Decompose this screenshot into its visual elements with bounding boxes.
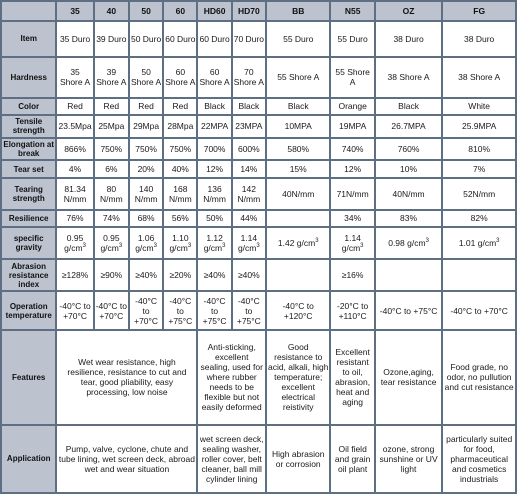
table-cell: Wet wear resistance, high resilience, resistance to cut and tear, good pliability, easy processing, low noise	[57, 331, 196, 424]
gravity-unit: g/cm	[296, 238, 316, 249]
table-cell: Black	[198, 99, 230, 114]
table-cell: Black	[267, 99, 330, 114]
table-cell: 44%	[233, 211, 265, 226]
table-cell: 740%	[331, 139, 373, 160]
gravity-unit-exp: 3	[118, 243, 123, 250]
table-cell: 52N/mm	[443, 179, 515, 209]
table-cell: 26.7MPA	[376, 116, 442, 137]
row-color	[2, 99, 515, 114]
table-cell	[376, 260, 442, 290]
table-cell: ≥40%	[233, 260, 265, 290]
table-cell: -20°C to +110°C	[331, 292, 373, 329]
table-cell: -40°C to +70°C	[95, 292, 128, 329]
table-cell: Good resistance to acid, alkali, high temperature; excellent electrical reistivity	[267, 331, 330, 424]
table-cell: 38 Shore A	[376, 58, 442, 97]
table-cell: 74%	[95, 211, 128, 226]
gravity-unit: g/cm	[203, 243, 223, 254]
row-gravity	[2, 228, 515, 258]
table-cell: 22MPA	[198, 116, 230, 137]
row-tearing	[2, 179, 515, 209]
table-cell: 38 Duro	[443, 22, 515, 56]
gravity-unit: g/cm	[341, 243, 361, 254]
column-header: HD60	[198, 2, 230, 20]
column-header: OZ	[376, 2, 442, 20]
table-cell: ≥128%	[57, 260, 92, 290]
table-cell: 81.34 N/mm	[57, 179, 92, 209]
table-cell: 29Mpa	[130, 116, 162, 137]
table-cell: ≥20%	[164, 260, 196, 290]
row-label: Operation temperature	[2, 292, 55, 329]
row-tensile	[2, 116, 515, 137]
table-cell: -40°C to +75°C	[198, 292, 230, 329]
table-cell: Orange	[331, 99, 373, 114]
gravity-unit-exp: 3	[496, 238, 500, 245]
table-cell: 76%	[57, 211, 92, 226]
table-cell: 750%	[130, 139, 162, 160]
table-cell: 55 Duro	[267, 22, 330, 56]
gravity-unit-exp: 3	[153, 243, 157, 250]
table-cell: 82%	[443, 211, 515, 226]
gravity-value: 0.95	[103, 233, 120, 244]
row-hardness	[2, 58, 515, 97]
table-cell: 38 Duro	[376, 22, 442, 56]
table-cell: 83%	[376, 211, 442, 226]
table-cell: 55 Duro	[331, 22, 373, 56]
table-cell: 25Mpa	[95, 116, 128, 137]
table-cell: 80 N/mm	[95, 179, 128, 209]
table-cell: -40°C to +75°C	[376, 292, 442, 329]
row-temperature	[2, 292, 515, 329]
table-cell: 600%	[233, 139, 265, 160]
gravity-value: 1.10	[172, 233, 189, 244]
table-cell: 39 Duro	[95, 22, 128, 56]
gravity-value: 0.95	[66, 233, 84, 244]
table-cell: 35 Duro	[57, 22, 92, 56]
table-cell: 12%	[198, 161, 230, 176]
table-cell: Pump, valve, cyclone, chute and tube lining, wet screen deck, abroad wet and wear situation	[57, 426, 196, 492]
column-header: 40	[95, 2, 128, 20]
table-cell: -40°C to +75°C	[233, 292, 265, 329]
gravity-unit-exp: 3	[187, 243, 192, 250]
row-abrasion	[2, 260, 515, 290]
table-cell: -40°C to +70°C	[130, 292, 162, 329]
gravity-unit: g/cm	[169, 243, 188, 254]
table-cell: White	[443, 99, 515, 114]
row-elongation	[2, 139, 515, 160]
table-cell: 760%	[376, 139, 442, 160]
row-label: Item	[2, 22, 55, 56]
table-cell: 168 N/mm	[164, 179, 196, 209]
table-cell	[267, 228, 330, 258]
table-cell: 136 N/mm	[198, 179, 230, 209]
table-cell: High abrasion or corrosion	[267, 426, 330, 492]
gravity-unit-exp: 3	[256, 243, 260, 250]
table-cell	[164, 228, 196, 258]
table-cell: 6%	[95, 161, 128, 176]
table-cell: 20%	[130, 161, 162, 176]
gravity-value: 1.14	[344, 233, 361, 244]
gravity-unit: g/cm	[135, 243, 154, 254]
table-cell	[376, 228, 442, 258]
table-cell: ≥40%	[130, 260, 162, 290]
row-features	[2, 331, 515, 424]
table-cell: 866%	[57, 139, 92, 160]
row-label: Resilience	[2, 211, 55, 226]
table-cell: 71N/mm	[331, 179, 373, 209]
gravity-value: 0.98	[388, 238, 405, 249]
table-cell	[198, 228, 230, 258]
column-header: 35	[57, 2, 92, 20]
table-cell: 19MPA	[331, 116, 373, 137]
table-cell: -40°C to +70°C	[57, 292, 92, 329]
table-cell: 23.5Mpa	[57, 116, 92, 137]
table-cell: 60 Shore A	[198, 58, 230, 97]
table-cell: 750%	[95, 139, 128, 160]
table-cell: 70 Shore A	[233, 58, 265, 97]
table-cell: Excellent resistant to oil, abrasion, heat and aging	[331, 331, 373, 424]
table-cell: 60 Duro	[198, 22, 230, 56]
row-label: Elongation at break	[3, 140, 55, 159]
table-cell: Black	[233, 99, 265, 114]
table-cell: 23MPA	[233, 116, 265, 137]
table-cell: Food grade, no odor, no pullution and cut resistance	[443, 331, 515, 424]
table-cell: -40°C to +70°C	[443, 292, 515, 329]
table-cell: ≥16%	[331, 260, 373, 290]
gravity-value: 1.06	[137, 233, 155, 244]
row-application	[2, 426, 515, 492]
table-cell: 68%	[130, 211, 162, 226]
gravity-unit: g/cm	[237, 243, 257, 254]
gravity-unit-exp: 3	[222, 243, 226, 250]
column-header: FG	[443, 2, 515, 20]
table-cell: ozone, strong sunshine or UV light	[376, 426, 442, 492]
table-cell: 28Mpa	[164, 116, 196, 137]
gravity-unit-exp: 3	[425, 238, 429, 245]
table-cell: -40°C to +75°C	[164, 292, 196, 329]
table-cell: ≥40%	[198, 260, 230, 290]
table-cell: 38 Shore A	[443, 58, 515, 97]
table-cell	[130, 228, 162, 258]
row-label: Tensile strength	[2, 116, 55, 137]
table-cell: 55 Shore A	[331, 58, 373, 97]
table-cell: Red	[95, 99, 128, 114]
table-cell	[57, 228, 92, 258]
table-cell	[443, 260, 515, 290]
row-label: Features	[2, 331, 55, 424]
gravity-unit: g/cm	[100, 243, 119, 254]
column-header: HD70	[233, 2, 265, 20]
row-tear-set	[2, 161, 515, 176]
table-cell: 12%	[331, 161, 373, 176]
table-cell	[267, 211, 330, 226]
row-label: Tear set	[2, 161, 55, 176]
table-cell: 39 Shore A	[95, 58, 128, 97]
column-header: 60	[164, 2, 196, 20]
table-cell: 40%	[164, 161, 196, 176]
table-cell	[233, 228, 265, 258]
row-label: Abrasion resistance index	[2, 260, 55, 290]
gravity-unit-exp: 3	[82, 243, 86, 250]
table-cell: ≥90%	[95, 260, 128, 290]
table-cell: 60 Shore A	[164, 58, 196, 97]
table-cell: 4%	[57, 161, 92, 176]
row-label: Tearing strength	[2, 179, 55, 209]
table-cell: 70 Duro	[233, 22, 265, 56]
row-label: Application	[2, 426, 55, 492]
table-cell: Oil field and grain oil plant	[331, 426, 373, 492]
table-cell: Black	[376, 99, 442, 114]
table-cell: 142 N/mm	[233, 179, 265, 209]
table-cell: 34%	[331, 211, 373, 226]
header-row	[2, 2, 515, 20]
gravity-unit: g/cm	[477, 238, 497, 249]
table-cell: Ozone,aging, tear resistance	[376, 331, 442, 424]
row-item	[2, 22, 515, 56]
table-cell: 60 Duro	[164, 22, 196, 56]
table-cell: 55 Shore A	[267, 58, 330, 97]
table-cell	[331, 228, 373, 258]
row-label: Hardness	[2, 58, 55, 97]
table-cell: 140 N/mm	[130, 179, 162, 209]
table-cell: 15%	[267, 161, 330, 176]
table-cell: 50%	[198, 211, 230, 226]
column-header: BB	[267, 2, 330, 20]
table-cell: 580%	[267, 139, 330, 160]
table-cell: 56%	[164, 211, 196, 226]
table-cell: 10%	[376, 161, 442, 176]
row-resilience	[2, 211, 515, 226]
row-label: Color	[2, 99, 55, 114]
table-cell	[443, 228, 515, 258]
gravity-value: 1.12	[206, 233, 223, 244]
table-cell: 10MPA	[267, 116, 330, 137]
table-cell: particularly suited for food, pharmaceutical and cosmetics industrials	[443, 426, 515, 492]
table-cell: 25.9MPA	[443, 116, 515, 137]
corner-cell	[2, 2, 55, 20]
column-header: N55	[331, 2, 373, 20]
column-header: 50	[130, 2, 162, 20]
table-cell: Red	[57, 99, 92, 114]
table-cell: wet screen deck, sealing washer, roller cover, belt cleaner, ball mill cylinder lining	[198, 426, 265, 492]
gravity-value: 1.42	[277, 238, 295, 249]
table-cell: 700%	[198, 139, 230, 160]
table-cell: 50 Duro	[130, 22, 162, 56]
table-cell: 40N/mm	[267, 179, 330, 209]
table-cell: 810%	[443, 139, 515, 160]
table-cell: Anti-sticking, excellent sealing, used for where rubber needs to be flexible but not easily deformed	[198, 331, 265, 424]
gravity-value: 1.01	[458, 238, 476, 249]
table-cell: 14%	[233, 161, 265, 176]
gravity-unit-exp: 3	[360, 243, 364, 250]
gravity-value: 1.14	[240, 233, 258, 244]
table-cell: Red	[164, 99, 196, 114]
gravity-unit: g/cm	[407, 238, 426, 249]
table-cell: 750%	[164, 139, 196, 160]
table-cell	[95, 228, 128, 258]
table-cell	[267, 260, 330, 290]
table-cell: 7%	[443, 161, 515, 176]
gravity-unit: g/cm	[64, 243, 83, 254]
table-cell: 40N/mm	[376, 179, 442, 209]
gravity-unit-exp: 3	[315, 238, 319, 245]
row-label: specific gravity	[2, 228, 55, 258]
table-cell: -40°C to +120°C	[267, 292, 330, 329]
table-cell: 35 Shore A	[57, 58, 92, 97]
table-cell: 50 Shore A	[130, 58, 162, 97]
table-cell: Red	[130, 99, 162, 114]
